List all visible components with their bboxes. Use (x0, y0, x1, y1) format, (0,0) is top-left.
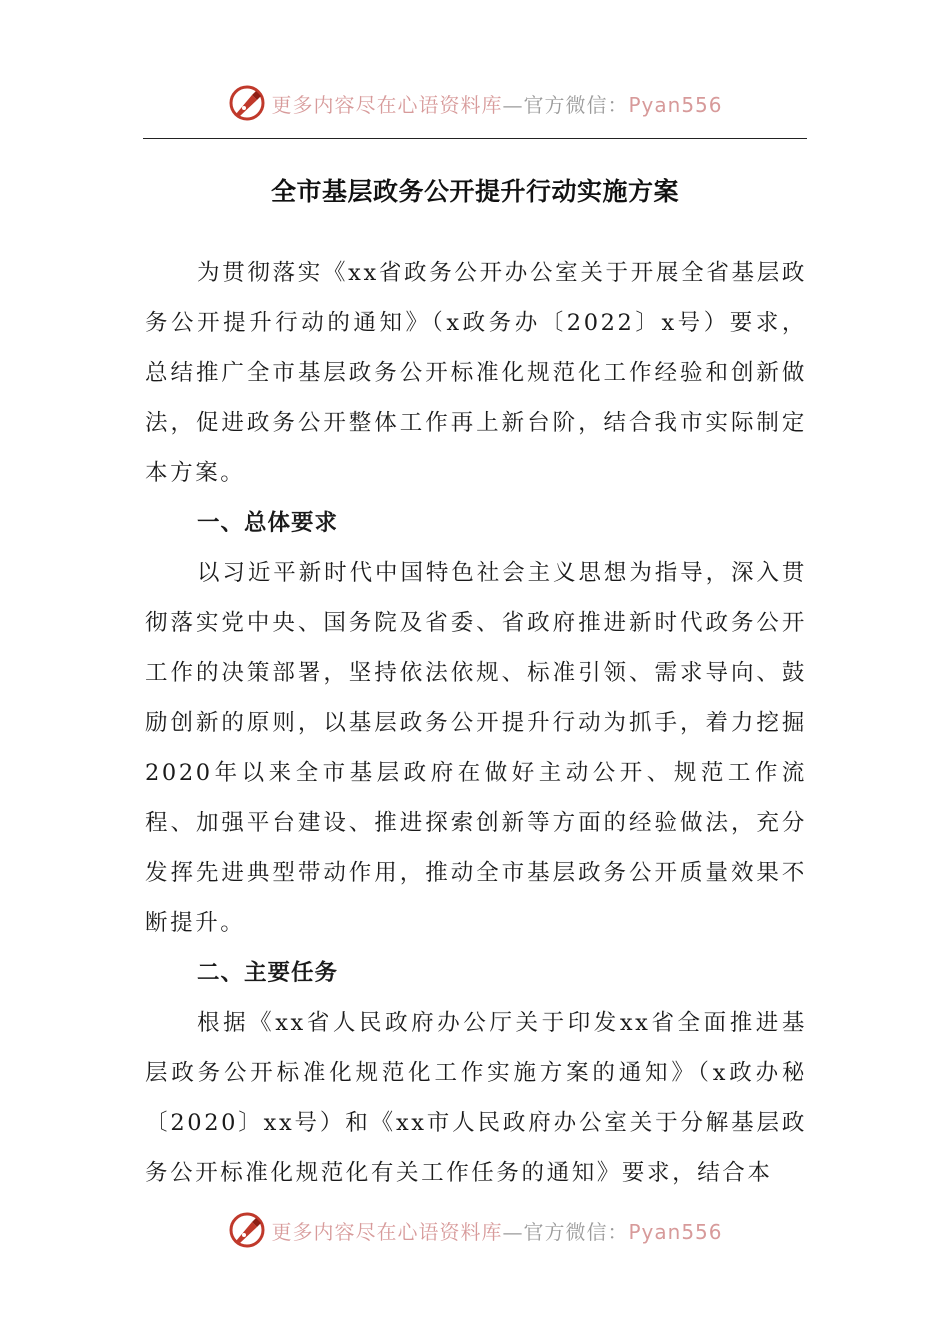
watermark-wechat-id: Pyan556 (628, 92, 723, 117)
section-paragraph-general-requirements: 以习近平新时代中国特色社会主义思想为指导，深入贯彻落实党中央、国务院及省委、省政府推进新时代政务公开工作的决策部署，坚持依法依规、标准引领、需求导向、鼓励创新的原则，以基层政务公开提升行动为抓手，着力挖掘2020年以来全市基层政府在做好主动公开、规范工作流程、加强平台建设、推进探索创新等方面的经验做法，充分发挥先进典型带动作用，推动全市基层政务公开质量效果不断提升。 (145, 560, 807, 936)
document-title: 全市基层政务公开提升行动实施方案 (270, 177, 679, 206)
watermark-wechat-label: —官方微信： (502, 1219, 629, 1244)
watermark-text (271, 89, 722, 118)
section-paragraph-main-tasks: 根据《xx省人民政府办公厅关于印发xx省全面推进基层政务公开标准化规范化工作实施方案的通知》（x政办秘〔2020〕xx号）和《xx市人民政府办公室关于分解基层政务公开标准化规范化有关工作任务的通知》要求，结合本 (145, 1010, 807, 1186)
section-heading-main-tasks: 二、主要任务 (197, 960, 339, 986)
header-divider (143, 138, 807, 139)
watermark-slogan: 更多内容尽在心语资料库 (271, 92, 503, 117)
header-watermark (0, 78, 950, 128)
document-body (145, 248, 807, 1198)
watermark-text (271, 1216, 722, 1245)
watermark-slogan: 更多内容尽在心语资料库 (271, 1219, 503, 1244)
watermark-wechat-label: —官方微信： (502, 92, 629, 117)
pen-nib-logo-icon (227, 83, 267, 123)
pen-nib-logo-icon (227, 1210, 267, 1250)
watermark-wechat-id: Pyan556 (628, 1219, 723, 1244)
footer-watermark (0, 1205, 950, 1255)
intro-paragraph: 为贯彻落实《xx省政务公开办公室关于开展全省基层政务公开提升行动的通知》（x政务办〔2022〕x号）要求，总结推广全市基层政务公开标准化规范化工作经验和创新做法，促进政务公开整体工作再上新台阶，结合我市实际制定本方案。 (145, 260, 807, 486)
section-heading-general-requirements: 一、总体要求 (197, 510, 339, 536)
